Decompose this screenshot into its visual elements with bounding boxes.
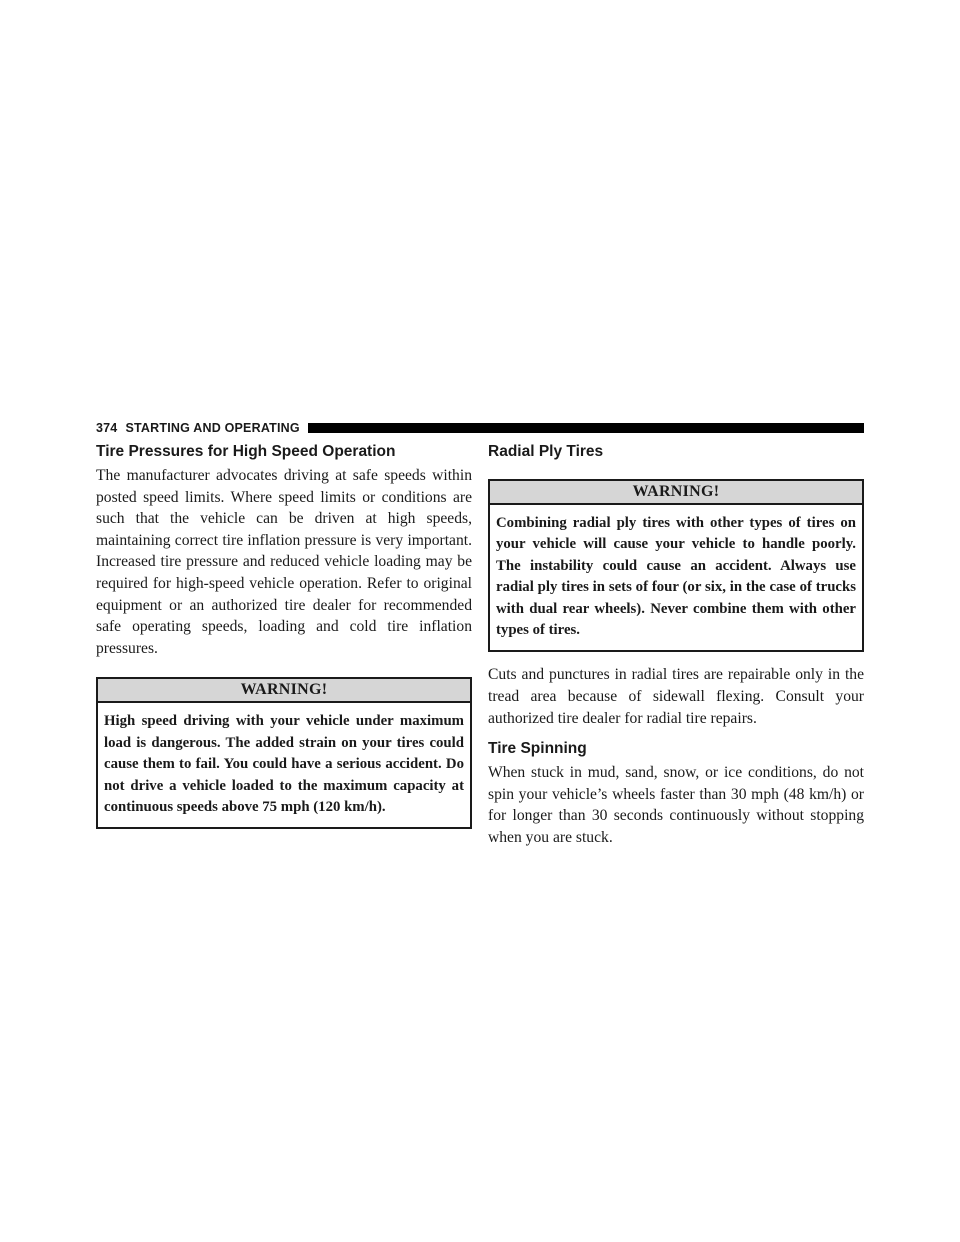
warning-box-high-speed xyxy=(96,677,472,829)
page-header xyxy=(96,418,864,438)
warning-title: WARNING! xyxy=(98,679,470,703)
tire-spinning-paragraph: When stuck in mud, sand, snow, or ice conditions, do not spin your vehicle’s wheels faster than 30 mph (48 km/h) or for longer than 30 seconds continuously without stopping when you are stuck. xyxy=(488,764,864,846)
warning-text: Combining radial ply tires with other types of tires on your vehicle will cause your vehicle to handle poorly. The instability could cause an accident. Always use radial ply tires in sets of four (or six, in the case of trucks with dual rear wheels). Never combine them with other types of tires. xyxy=(496,515,856,639)
warning-title: WARNING! xyxy=(490,481,862,505)
page-number: 374 xyxy=(96,421,118,435)
warning-box-radial-ply xyxy=(488,479,864,652)
right-column xyxy=(488,440,864,849)
header-rule xyxy=(308,423,864,433)
warning-text: High speed driving with your vehicle under maximum load is dangerous. The added strain on your tires could cause them to fail. You could have a serious accident. Do not drive a vehicle loaded to the maximum capacity at continuous speeds above 75 mph (120 km/h). xyxy=(104,713,464,815)
left-column xyxy=(96,440,472,829)
high-speed-paragraph: The manufacturer advocates driving at safe speeds within posted speed limits. Where speed limits or conditions are such that the vehicle can be driven at high speeds, maintaining correct tire inflation pressure is very important. Increased tire pressure and reduced vehicle loading may be required for high-speed vehicle operation. Refer to original equipment or an authorized tire dealer for recommended safe operating speeds, loading and cold tire inflation pressures. xyxy=(96,467,472,657)
section-title: STARTING AND OPERATING xyxy=(125,421,300,435)
section-heading-tire-spinning: Tire Spinning xyxy=(488,740,587,758)
section-heading-radial-ply: Radial Ply Tires xyxy=(488,443,604,460)
section-heading-high-speed: Tire Pressures for High Speed Operation xyxy=(96,443,396,460)
radial-repair-paragraph: Cuts and punctures in radial tires are repairable only in the tread area because of sidewall flexing. Consult your authorized tire dealer for radial tire repairs. xyxy=(488,666,864,727)
